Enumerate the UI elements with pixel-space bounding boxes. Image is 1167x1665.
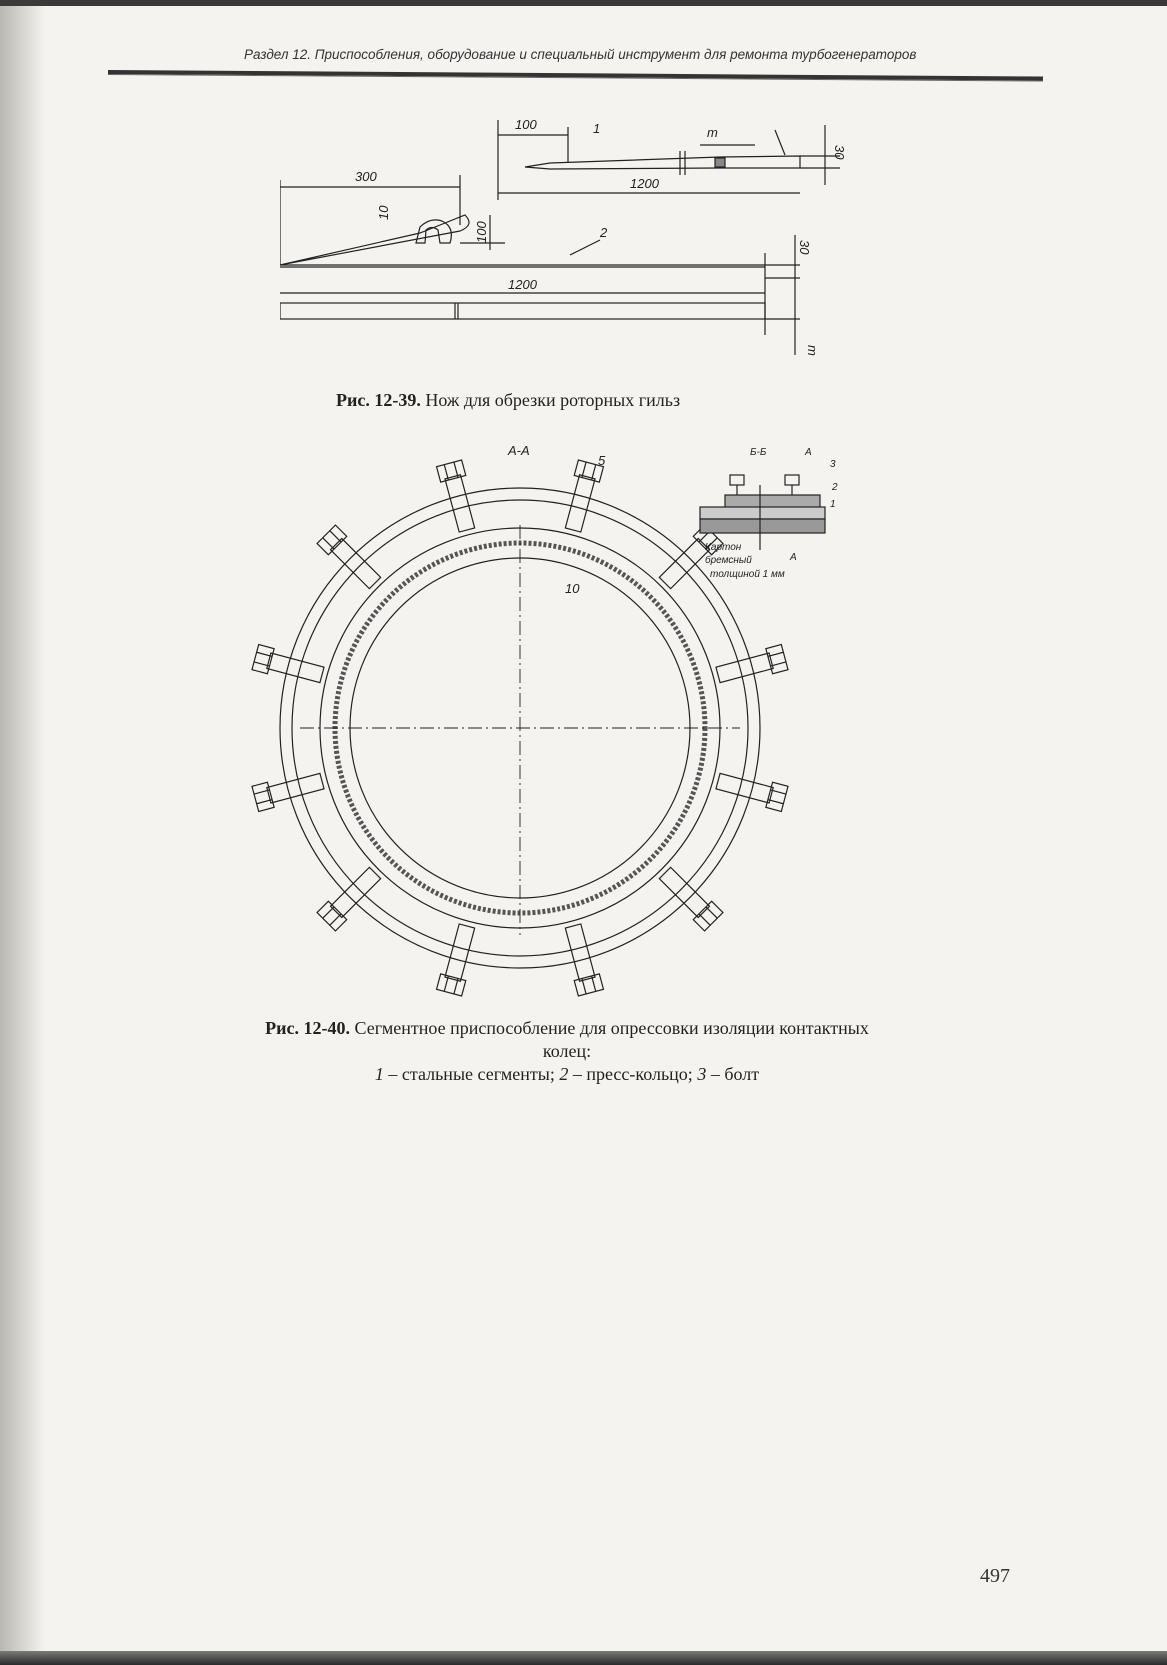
marker-a-top: А <box>805 447 812 458</box>
figure-12-40-caption <box>152 1017 982 1086</box>
legend-3-number: 3 <box>697 1064 707 1084</box>
dim-100-side: 100 <box>474 221 489 243</box>
note-line-2: бремсный <box>705 555 752 566</box>
dim-300: 300 <box>355 169 377 184</box>
note-line-1: Картон <box>705 542 742 553</box>
legend-1-number: 1 <box>374 1064 384 1084</box>
knife-2-plan <box>280 303 765 319</box>
figure-12-40-legend <box>152 1063 982 1086</box>
figure-12-40-caption-line-2: колец: <box>542 1041 592 1061</box>
label-m-top: m <box>707 125 718 140</box>
knife-2-handle <box>280 215 469 265</box>
page-bottom-edge <box>0 1651 1167 1665</box>
section-aa-label: А-А <box>508 443 530 458</box>
page-top-edge <box>0 0 1167 6</box>
section-bb-label: Б-Б <box>750 447 767 458</box>
dim-10-ring: 10 <box>565 581 580 596</box>
marker-a-bottom: А <box>790 552 797 563</box>
figure-12-39-drawing <box>280 115 860 385</box>
dim-100-top: 100 <box>515 117 537 132</box>
figure-12-40-caption-text: Сегментное приспособление для опрессовки изоляции контактных <box>349 1018 869 1038</box>
figure-12-39-caption-text: Нож для обрезки роторных гильз <box>420 390 681 410</box>
note-line-3: толщиной 1 мм <box>710 569 785 580</box>
figure-12-40-caption-line-1 <box>152 1017 982 1040</box>
dim-1200-top: 1200 <box>630 176 659 191</box>
figure-12-40-caption-number: Рис. 12-40. <box>265 1018 350 1038</box>
callout-1: 1 <box>830 499 836 510</box>
centerlines <box>300 525 740 935</box>
legend-2-text: – пресс-кольцо; <box>568 1064 698 1084</box>
knife-1-hatch <box>715 158 725 167</box>
figure-12-39-caption-number: Рис. 12-39. <box>336 390 421 410</box>
dim-30-top: 30 <box>832 145 847 160</box>
page-number: 497 <box>980 1565 1010 1587</box>
legend-2-number: 2 <box>559 1064 569 1084</box>
dim-1200-bottom: 1200 <box>508 277 537 292</box>
dim-30-bottom: 30 <box>797 240 812 255</box>
callout-2: 2 <box>832 482 838 493</box>
figure-12-39-caption <box>336 390 680 411</box>
legend-3-text: – болт <box>706 1064 760 1084</box>
figure-12-40-drawing <box>230 435 870 1010</box>
running-header: Раздел 12. Приспособления, оборудование и специальный инструмент для ремонта турбогенераторов <box>244 47 917 62</box>
label-2: 2 <box>600 225 608 240</box>
dim-5: 5 <box>598 453 606 468</box>
callout-3: 3 <box>830 459 836 470</box>
dim-10: 10 <box>376 205 391 220</box>
label-m-bottom: m <box>805 345 820 356</box>
header-rule <box>108 70 1043 82</box>
page-gutter-shadow <box>0 0 45 1665</box>
label-1: 1 <box>593 121 601 136</box>
knife-1-blade <box>525 156 800 169</box>
legend-1-text: – стальные сегменты; <box>383 1064 560 1084</box>
